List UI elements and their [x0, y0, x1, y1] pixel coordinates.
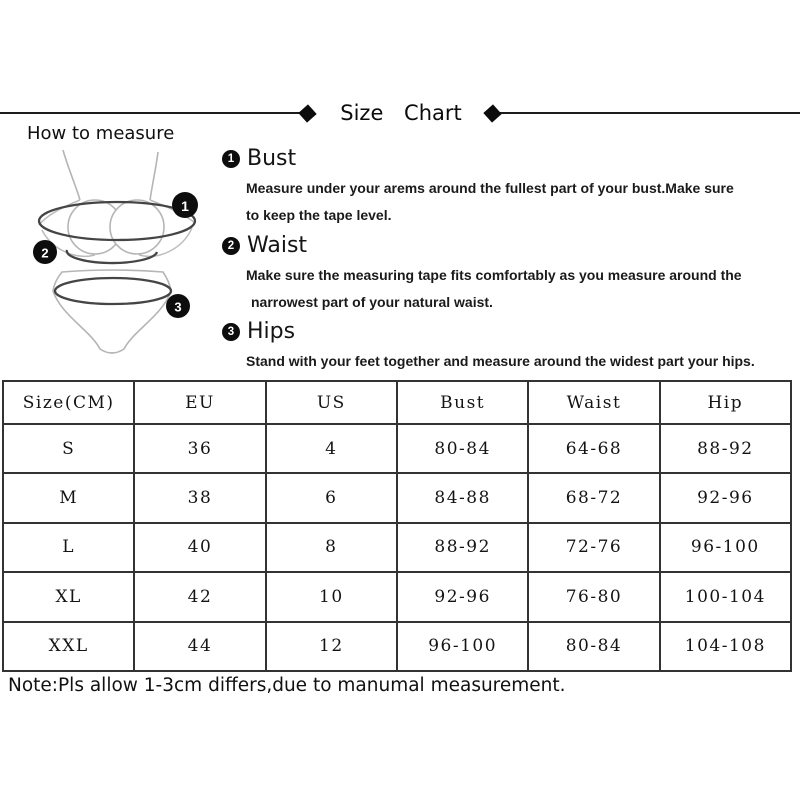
table-cell: M — [3, 473, 134, 522]
column-header: Waist — [528, 381, 659, 424]
table-cell: 6 — [266, 473, 397, 522]
table-cell: 10 — [266, 572, 397, 621]
diamond-icon — [299, 104, 317, 122]
page-title: Size Chart — [340, 101, 462, 125]
table-cell: 92-96 — [660, 473, 791, 522]
figure-cup-right — [110, 200, 164, 254]
size-table — [2, 380, 792, 672]
section-text-line: to keep the tape level. — [246, 206, 392, 223]
column-header: Bust — [397, 381, 528, 424]
figure-marker-bust — [172, 192, 198, 218]
figure-strap-left — [63, 150, 80, 200]
section-label: Hips — [247, 319, 296, 344]
table-cell: 88-92 — [660, 424, 791, 473]
section-heading — [222, 319, 790, 344]
table-row — [3, 572, 791, 621]
table-cell: 40 — [134, 523, 265, 572]
table-cell: 96-100 — [660, 523, 791, 572]
table-cell: 36 — [134, 424, 265, 473]
figure-marker-hips — [166, 294, 190, 318]
how-to-measure-title: How to measure — [27, 123, 175, 144]
section-body — [222, 262, 790, 315]
svg-text:1: 1 — [181, 198, 189, 214]
table-cell: 96-100 — [397, 622, 528, 671]
column-header: Size(CM) — [3, 381, 134, 424]
table-row — [3, 473, 791, 522]
table-cell: 64-68 — [528, 424, 659, 473]
table-cell: 68-72 — [528, 473, 659, 522]
table-row — [3, 622, 791, 671]
table-cell: 12 — [266, 622, 397, 671]
measurement-figure — [28, 146, 233, 378]
section-heading — [222, 233, 790, 258]
table-cell: XL — [3, 572, 134, 621]
svg-text:3: 3 — [174, 299, 182, 315]
table-cell: L — [3, 523, 134, 572]
svg-text:2: 2 — [41, 245, 49, 261]
section-text-line: Measure under your arems around the fullest part of your bust.Make sure — [246, 180, 734, 196]
table-cell: 76-80 — [528, 572, 659, 621]
table-cell: S — [3, 424, 134, 473]
section-waist — [222, 233, 790, 315]
figure-strap-right — [150, 152, 158, 200]
table-cell: 104-108 — [660, 622, 791, 671]
step-number-badge: 2 — [222, 237, 240, 255]
header-rule-right — [499, 112, 800, 114]
section-heading — [222, 146, 790, 171]
section-body — [222, 348, 790, 375]
table-row — [3, 424, 791, 473]
table-cell: 84-88 — [397, 473, 528, 522]
section-hips — [222, 319, 790, 375]
table-cell: 80-84 — [397, 424, 528, 473]
table-cell: 44 — [134, 622, 265, 671]
header-rule-left — [0, 112, 301, 114]
table-cell: 88-92 — [397, 523, 528, 572]
table-cell: 38 — [134, 473, 265, 522]
section-text-line: Stand with your feet together and measure around the widest part your hips. — [246, 353, 755, 369]
section-text-line: Make sure the measuring tape fits comfortably as you measure around the — [246, 267, 742, 283]
section-label: Waist — [247, 233, 308, 258]
table-cell: 72-76 — [528, 523, 659, 572]
column-header: EU — [134, 381, 265, 424]
step-number-badge: 1 — [222, 150, 240, 168]
table-cell: 92-96 — [397, 572, 528, 621]
figure-marker-waist — [33, 240, 57, 264]
table-row — [3, 523, 791, 572]
table-cell: 42 — [134, 572, 265, 621]
page-header — [0, 101, 800, 125]
table-cell: 8 — [266, 523, 397, 572]
table-cell: 4 — [266, 424, 397, 473]
size-table-header-row — [3, 381, 791, 424]
section-label: Bust — [247, 146, 297, 171]
table-cell: 80-84 — [528, 622, 659, 671]
size-table-container — [2, 380, 792, 672]
table-cell: XXL — [3, 622, 134, 671]
measurement-note: Note:Pls allow 1-3cm differs,due to manumal measurement. — [8, 675, 566, 696]
step-number-badge: 3 — [222, 323, 240, 341]
section-text-line: narrowest part of your natural waist. — [251, 293, 493, 310]
column-header: Hip — [660, 381, 791, 424]
section-body — [222, 175, 790, 228]
diamond-icon — [483, 104, 501, 122]
table-cell: 100-104 — [660, 572, 791, 621]
section-bust — [222, 146, 790, 228]
column-header: US — [266, 381, 397, 424]
